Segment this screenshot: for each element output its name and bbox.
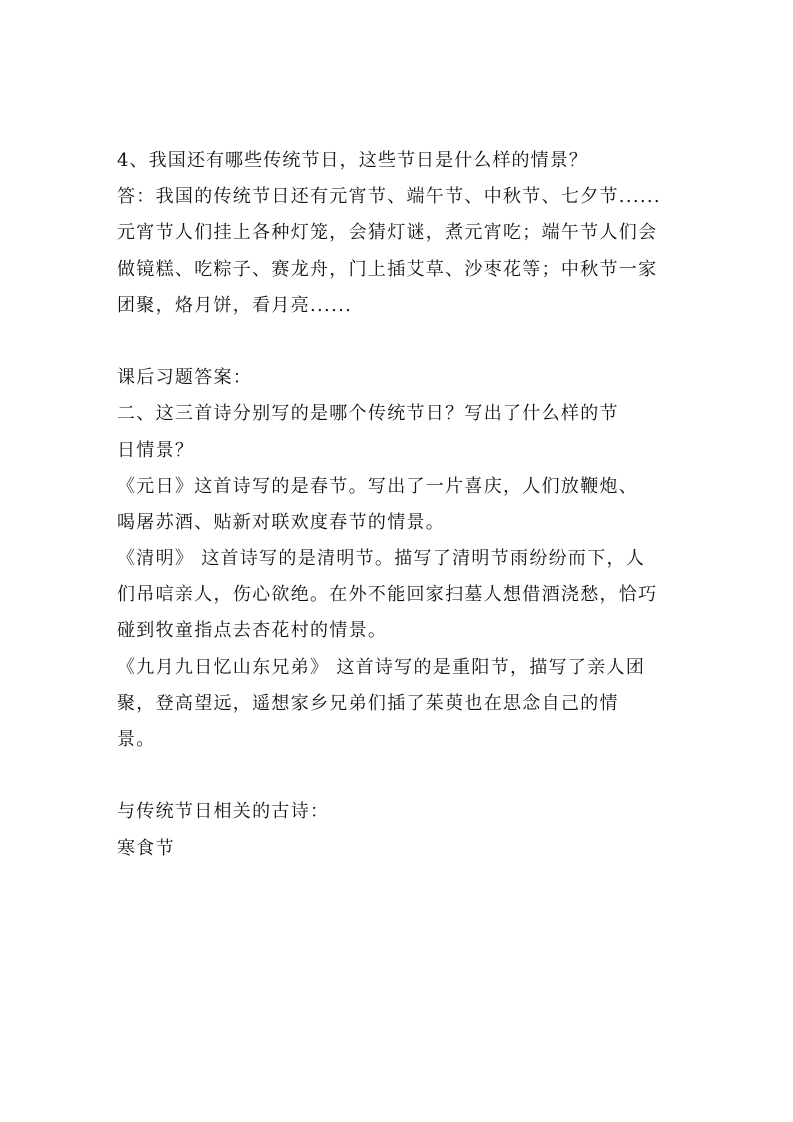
chongyang-answer-line: 景。 bbox=[117, 729, 156, 750]
answer-line: 元宵节人们挂上各种灯笼，会猜灯谜，煮元宵吃；端午节人们会 bbox=[117, 222, 658, 244]
exercise-heading: 课后习题答案： bbox=[117, 367, 253, 389]
qingming-answer-line: 《清明》 这首诗写的是清明节。描写了清明节雨纷纷而下，人 bbox=[117, 548, 646, 570]
answer-line: 答：我国的传统节日还有元宵节、端午节、中秋节、七夕节...... bbox=[117, 186, 661, 208]
yuanri-answer-line: 《元日》这首诗写的是春节。写出了一片喜庆，人们放鞭炮、 bbox=[117, 475, 639, 497]
poem-item-hanshi: 寒食节 bbox=[117, 837, 175, 859]
answer-line: 做镜糕、吃粽子、赛龙舟，门上插艾草、沙枣花等；中秋节一家 bbox=[117, 258, 658, 280]
chongyang-answer-line: 聚，登高望远，遥想家乡兄弟们插了茱萸也在思念自己的情 bbox=[117, 692, 619, 714]
chongyang-answer-line: 《九月九日忆山东兄弟》 这首诗写的是重阳节，描写了亲人团 bbox=[117, 656, 646, 678]
poems-heading: 与传统节日相关的古诗： bbox=[117, 801, 330, 823]
qingming-answer-line: 们吊唁亲人，伤心欲绝。在外不能回家扫墓人想借酒浇愁，恰巧 bbox=[117, 584, 658, 606]
question-4-title: 4、我国还有哪些传统节日，这些节日是什么样的情景？ bbox=[117, 150, 588, 171]
answer-line: 团聚，烙月饼，看月亮...... bbox=[117, 294, 353, 316]
qingming-answer-line: 碰到牧童指点去杏花村的情景。 bbox=[117, 620, 388, 642]
paragraph-spacer bbox=[117, 758, 682, 794]
paragraph-spacer bbox=[117, 324, 682, 360]
exercise-question-line: 日情景？ bbox=[117, 439, 195, 461]
document-body bbox=[117, 143, 682, 867]
exercise-question-line: 二、这三首诗分别写的是哪个传统节日？写出了什么样的节 bbox=[117, 403, 619, 425]
yuanri-answer-line: 喝屠苏酒、贴新对联欢度春节的情景。 bbox=[117, 511, 446, 533]
